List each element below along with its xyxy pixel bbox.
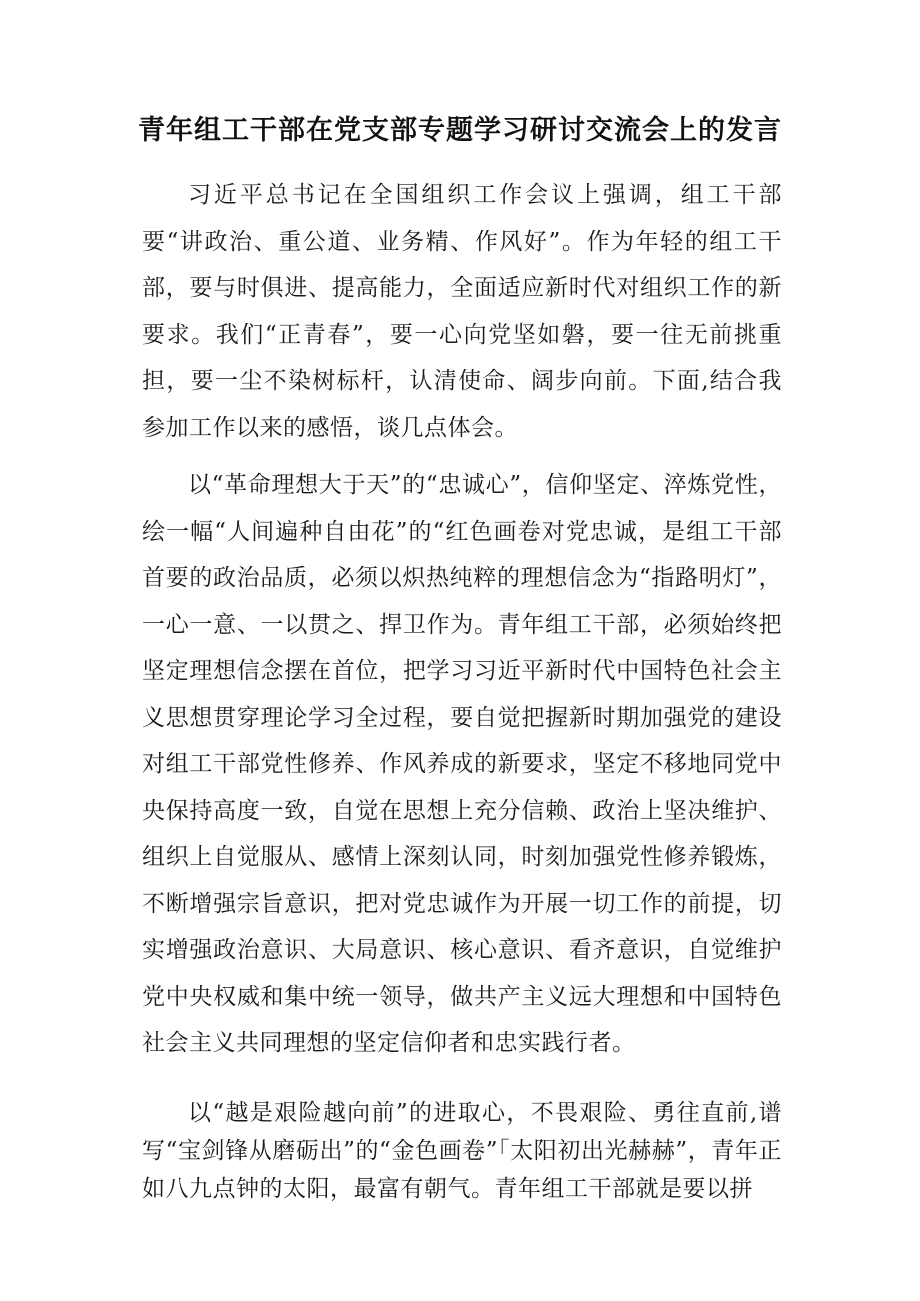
paragraph-loyalty: 以“革命理想大于天”的“忠诚心”，信仰坚定、淬炼党性，绘一幅“人间遍种自由花”的“红色画卷对党忠诚，是组工干部首要的政治品质，必须以炽热纯粹的理想信念为“指路明灯”，一心一意、一以贯之、捍卫作为。青年组工干部，必须始终把坚定理想信念摆在首位，把学习习近平新时代中国特色社会主义思想贯穿理论学习全过程，要自觉把握新时期加强党的建设对组工干部党性修养、作风养成的新要求，坚定不移地同党中央保持高度一致，自觉在思想上充分信赖、政治上坚决维护、组织上自觉服从、感情上深刻认同，时刻加强党性修养锻炼，不断增强宗旨意识，把对党忠诚作为开展一切工作的前提，切实增强政治意识、大局意识、核心意识、看齐意识，自觉维护党中央权威和集中统一领导，做共产主义远大理想和中国特色社会主义共同理想的坚定信仰者和忠实践行者。 bbox=[142, 472, 782, 1056]
document-title: 青年组工干部在党支部专题学习研讨交流会上的发言 bbox=[138, 115, 782, 146]
paragraph-enterprise: 以“越是艰险越向前”的进取心，不畏艰险、勇往直前,谱写“宝剑锋从磨砺出”的“金色画卷”「太阳初出光赫赫”，青年正如八九点钟的太阳，最富有朝气。青年组工干部就是要以拼 bbox=[142, 1100, 782, 1202]
paragraph-intro: 习近平总书记在全国组织工作会议上强调，组工干部要“讲政治、重公道、业务精、作风好”。作为年轻的组工干部，要与时俱进、提高能力，全面适应新时代对组织工作的新要求。我们“正青春”，要一心向党坚如磐，要一往无前挑重担，要一尘不染树标杆，认清使命、阔步向前。下面,结合我参加工作以来的感悟，谈几点体会。 bbox=[142, 182, 782, 441]
